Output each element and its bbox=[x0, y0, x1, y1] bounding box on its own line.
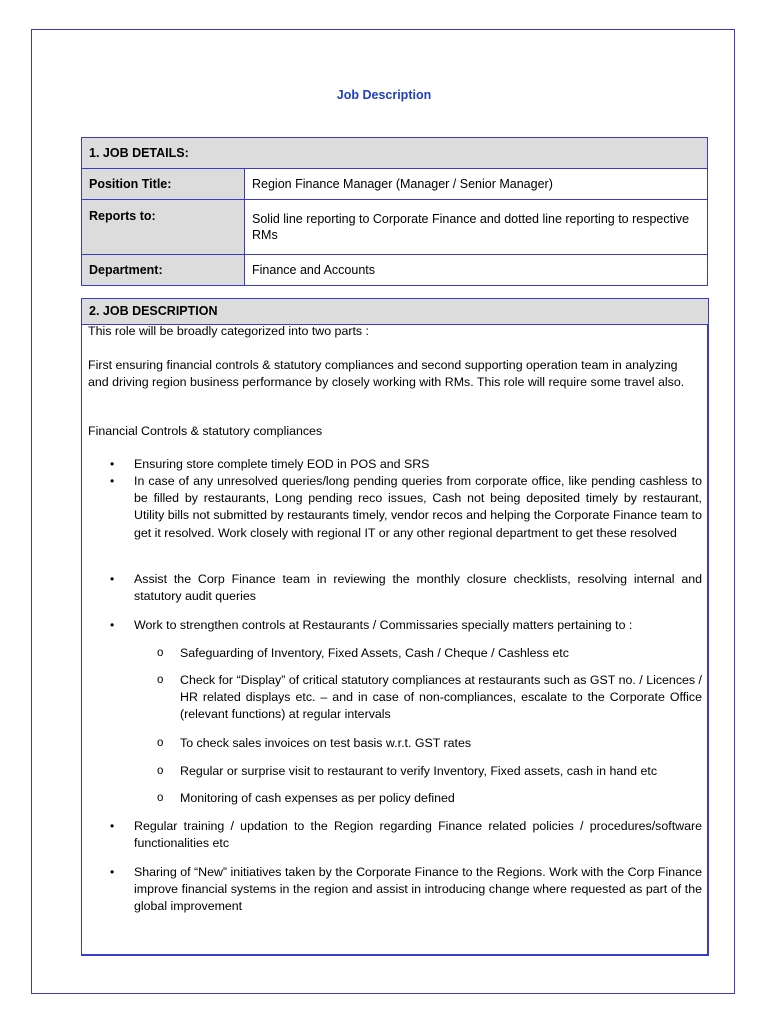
list-item: Regular training / updation to the Region regarding Finance related policies / procedures/software functionalities etc bbox=[134, 819, 702, 851]
table-row bbox=[82, 169, 708, 200]
document-title: Job Description bbox=[336, 88, 432, 102]
sub-list-item: Regular or surprise visit to restaurant to verify Inventory, Fixed assets, cash in hand etc bbox=[180, 764, 658, 778]
circle-bullet-icon: o bbox=[157, 792, 164, 804]
list-item: Assist the Corp Finance team in reviewing the monthly closure checklists, resolving internal and statutory audit queries bbox=[134, 572, 702, 604]
position-title-value: Region Finance Manager (Manager / Senior Manager) bbox=[245, 169, 708, 200]
circle-bullet-icon: o bbox=[157, 737, 164, 749]
position-title-label: Position Title: bbox=[82, 169, 245, 200]
bullet-icon: • bbox=[110, 572, 115, 586]
list-item: Sharing of “New” initiatives taken by the Corporate Finance to the Regions. Work with the Corp Finance improve financial systems in the region and assist in introducing change where requested as part of the global improvement bbox=[134, 865, 702, 914]
reports-to-label: Reports to: bbox=[82, 200, 245, 255]
circle-bullet-icon: o bbox=[157, 765, 164, 777]
bullet-icon: • bbox=[110, 618, 115, 632]
sub-list-item: Monitoring of cash expenses as per policy defined bbox=[180, 791, 455, 805]
bullet-icon: • bbox=[110, 474, 115, 488]
reports-to-value: Solid line reporting to Corporate Finance and dotted line reporting to respective RMs bbox=[245, 200, 708, 255]
bullet-icon: • bbox=[110, 865, 115, 879]
job-details-table bbox=[81, 137, 708, 286]
job-details-header: 1. JOB DETAILS: bbox=[82, 138, 708, 169]
bullet-icon: • bbox=[110, 819, 115, 833]
intro-text: This role will be broadly categorized into two parts : bbox=[88, 324, 369, 338]
list-item: Ensuring store complete timely EOD in POS and SRS bbox=[134, 457, 430, 471]
subheading: Financial Controls & statutory compliances bbox=[88, 424, 323, 438]
circle-bullet-icon: o bbox=[157, 647, 164, 659]
list-item: In case of any unresolved queries/long pending queries from corporate office, like pending cashless to be filled by restaurants, Long pending reco issues, Cash not being deposited timely by restaurant, Utility bills not submitted by restaurants timely, vendor recos and helping the Corporate Finance team to get it resolved. Work closely with regional IT or any other regional department to get these resolved bbox=[134, 474, 702, 540]
sub-list-item: To check sales invoices on test basis w.r.t. GST rates bbox=[180, 736, 472, 750]
table-row bbox=[82, 200, 708, 255]
sub-list-item: Safeguarding of Inventory, Fixed Assets, Cash / Cheque / Cashless etc bbox=[180, 646, 569, 660]
overview-paragraph: First ensuring financial controls & statutory compliances and second supporting operation team in analyzing and driving region business performance by closely working with RMs. This role will require some travel also. bbox=[88, 358, 685, 390]
table-row bbox=[82, 255, 708, 286]
bullet-icon: • bbox=[110, 457, 115, 471]
job-description-header: 2. JOB DESCRIPTION bbox=[81, 298, 709, 325]
department-value: Finance and Accounts bbox=[245, 255, 708, 286]
circle-bullet-icon: o bbox=[157, 674, 164, 686]
department-label: Department: bbox=[82, 255, 245, 286]
sub-list-item: Check for “Display” of critical statutory compliances at restaurants such as GST no. / Licences / HR related displays etc. – and in case of non-compliances, escalate to the Corporate Office (relevant functions) at regular intervals bbox=[180, 673, 702, 722]
list-item: Work to strengthen controls at Restaurants / Commissaries specially matters pertaining to : bbox=[134, 618, 633, 632]
